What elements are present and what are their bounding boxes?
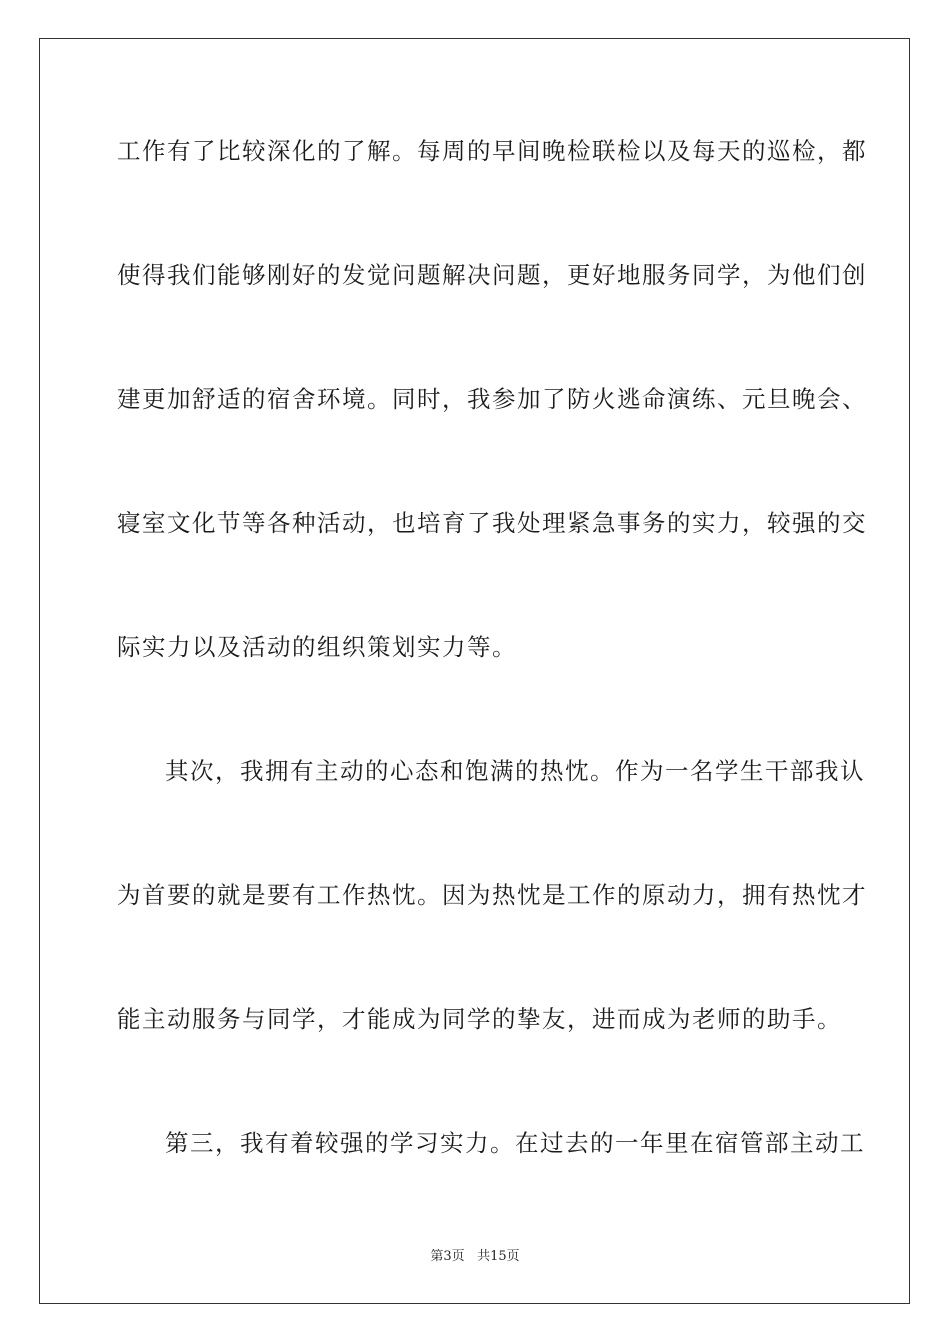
page-number: 第3页 bbox=[430, 1249, 465, 1264]
paragraph-3-first-line: 第三，我有着较强的学习实力。在过去的一年里在宿管部主动工 bbox=[165, 1129, 865, 1157]
page-border bbox=[39, 38, 910, 1304]
body-text-line-8: 能主动服务与同学，才能成为同学的挚友，进而成为老师的助手。 bbox=[117, 1005, 842, 1033]
body-text-line-1: 工作有了比较深化的了解。每周的早间晚检联检以及每天的巡检，都 bbox=[117, 137, 867, 165]
body-text-line-7: 为首要的就是要有工作热忱。因为热忱是工作的原动力，拥有热忱才 bbox=[117, 881, 867, 909]
page-footer bbox=[0, 1248, 950, 1266]
body-text-line-2: 使得我们能够刚好的发觉问题解决问题，更好地服务同学，为他们创 bbox=[117, 261, 867, 289]
body-text-line-3: 建更加舒适的宿舍环境。同时，我参加了防火逃命演练、元旦晚会、 bbox=[117, 385, 867, 413]
body-text-line-4: 寝室文化节等各种活动，也培育了我处理紧急事务的实力，较强的交 bbox=[117, 509, 867, 537]
paragraph-2-first-line: 其次，我拥有主动的心态和饱满的热忱。作为一名学生干部我认 bbox=[165, 757, 865, 785]
page-total: 共15页 bbox=[477, 1249, 520, 1264]
body-text-line-5: 际实力以及活动的组织策划实力等。 bbox=[117, 633, 517, 661]
